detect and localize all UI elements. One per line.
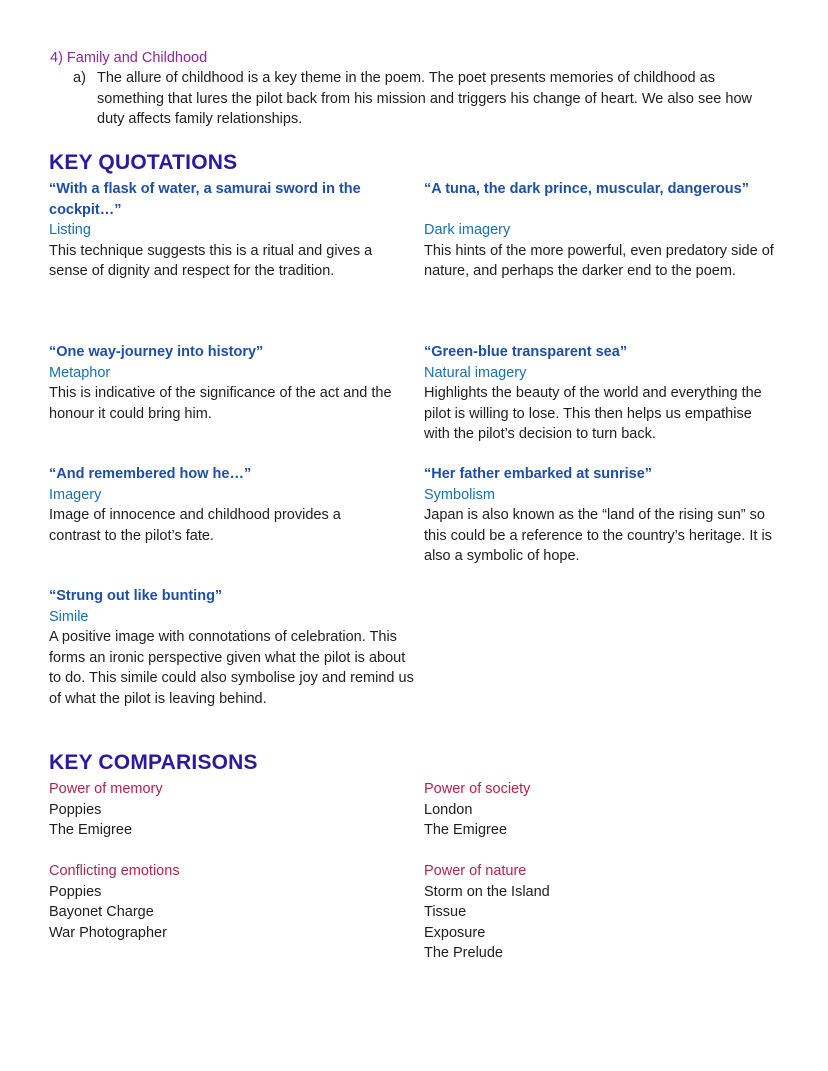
quotation-explanation: This is indicative of the significance of the act and the honour it could bring him. — [49, 385, 392, 422]
quotation-block — [424, 342, 779, 445]
quotation-explanation: This hints of the more powerful, even predatory side of nature, and perhaps the darker end to the poem. — [424, 242, 774, 279]
comparison-poem: Tissue — [424, 904, 467, 920]
key-comparisons-heading: KEY COMPARISONS — [49, 751, 258, 774]
quotation-block — [49, 342, 404, 424]
quotation-text: “And remembered how he…” — [49, 466, 252, 482]
quotation-text: “One way-journey into history” — [49, 344, 264, 360]
quotation-text: “Green-blue transparent sea” — [424, 344, 628, 360]
section-list-item — [73, 68, 783, 130]
comparison-poem: Storm on the Island — [424, 883, 550, 900]
quotation-technique: Natural imagery — [424, 364, 527, 381]
quotation-explanation: A positive image with connotations of celebration. This forms an ironic perspective given what the pilot is about to do. This simile could also symbolise joy and remind us of what the pilot is leaving behind. — [49, 629, 414, 707]
comparison-title: Power of nature — [424, 863, 527, 879]
comparison-poem: The Prelude — [424, 945, 503, 961]
comparison-title: Conflicting emotions — [49, 863, 180, 879]
comparison-title: Power of society — [424, 781, 531, 797]
quotation-technique: Metaphor — [49, 364, 111, 381]
list-marker: a) — [73, 70, 86, 86]
comparison-group-power-of-society — [424, 779, 764, 841]
quotation-technique: Dark imagery — [424, 222, 511, 238]
quotation-technique: Simile — [49, 608, 89, 625]
quotation-explanation: Highlights the beauty of the world and everything the pilot is willing to lose. This then helps us empathise with the pilot’s decision to turn back. — [424, 385, 762, 442]
key-quotations-heading: KEY QUOTATIONS — [49, 151, 238, 174]
comparison-poem: Poppies — [49, 801, 102, 818]
quotation-block — [49, 586, 419, 709]
comparison-poem: London — [424, 801, 473, 818]
quotation-explanation: This technique suggests this is a ritual and gives a sense of dignity and respect for the tradition. — [49, 242, 373, 279]
quotation-text: “A tuna, the dark prince, muscular, dangerous” — [424, 181, 749, 197]
quotation-block — [49, 179, 409, 282]
quotation-technique: Imagery — [49, 486, 102, 503]
comparison-group-power-of-memory — [49, 779, 389, 841]
comparison-poem: Bayonet Charge — [49, 904, 154, 920]
quotation-text: “Strung out like bunting” — [49, 588, 223, 604]
quotation-technique: Symbolism — [424, 486, 495, 503]
quotation-explanation: Japan is also known as the “land of the rising sun” so this could be a reference to the country’s heritage. It is also a symbolic of hope. — [424, 507, 772, 564]
comparison-group-power-of-nature — [424, 861, 764, 964]
list-item-text: The allure of childhood is a key theme in the poem. The poet presents memories of childhood as something that lures the pilot back from his mission and triggers his change of heart. We also see how duty affects family relationships. — [97, 70, 752, 127]
quotation-technique: Listing — [49, 222, 91, 238]
quotation-block — [49, 464, 389, 546]
comparison-title: Power of memory — [49, 781, 163, 797]
comparison-poem: War Photographer — [49, 924, 167, 941]
comparison-poem: The Emigree — [49, 822, 133, 838]
comparison-poem: Poppies — [49, 883, 102, 900]
quotation-block — [424, 179, 784, 282]
quotation-text: “With a flask of water, a samurai sword in the cockpit…” — [49, 181, 361, 218]
comparison-poem: The Emigree — [424, 822, 508, 838]
quotation-text: “Her father embarked at sunrise” — [424, 466, 653, 482]
quotation-explanation: Image of innocence and childhood provides a contrast to the pilot’s fate. — [49, 507, 341, 544]
comparison-group-conflicting-emotions — [49, 861, 389, 943]
quotation-block — [424, 464, 779, 567]
section-title-family-childhood: 4) Family and Childhood — [50, 50, 208, 66]
comparison-poem: Exposure — [424, 924, 486, 941]
